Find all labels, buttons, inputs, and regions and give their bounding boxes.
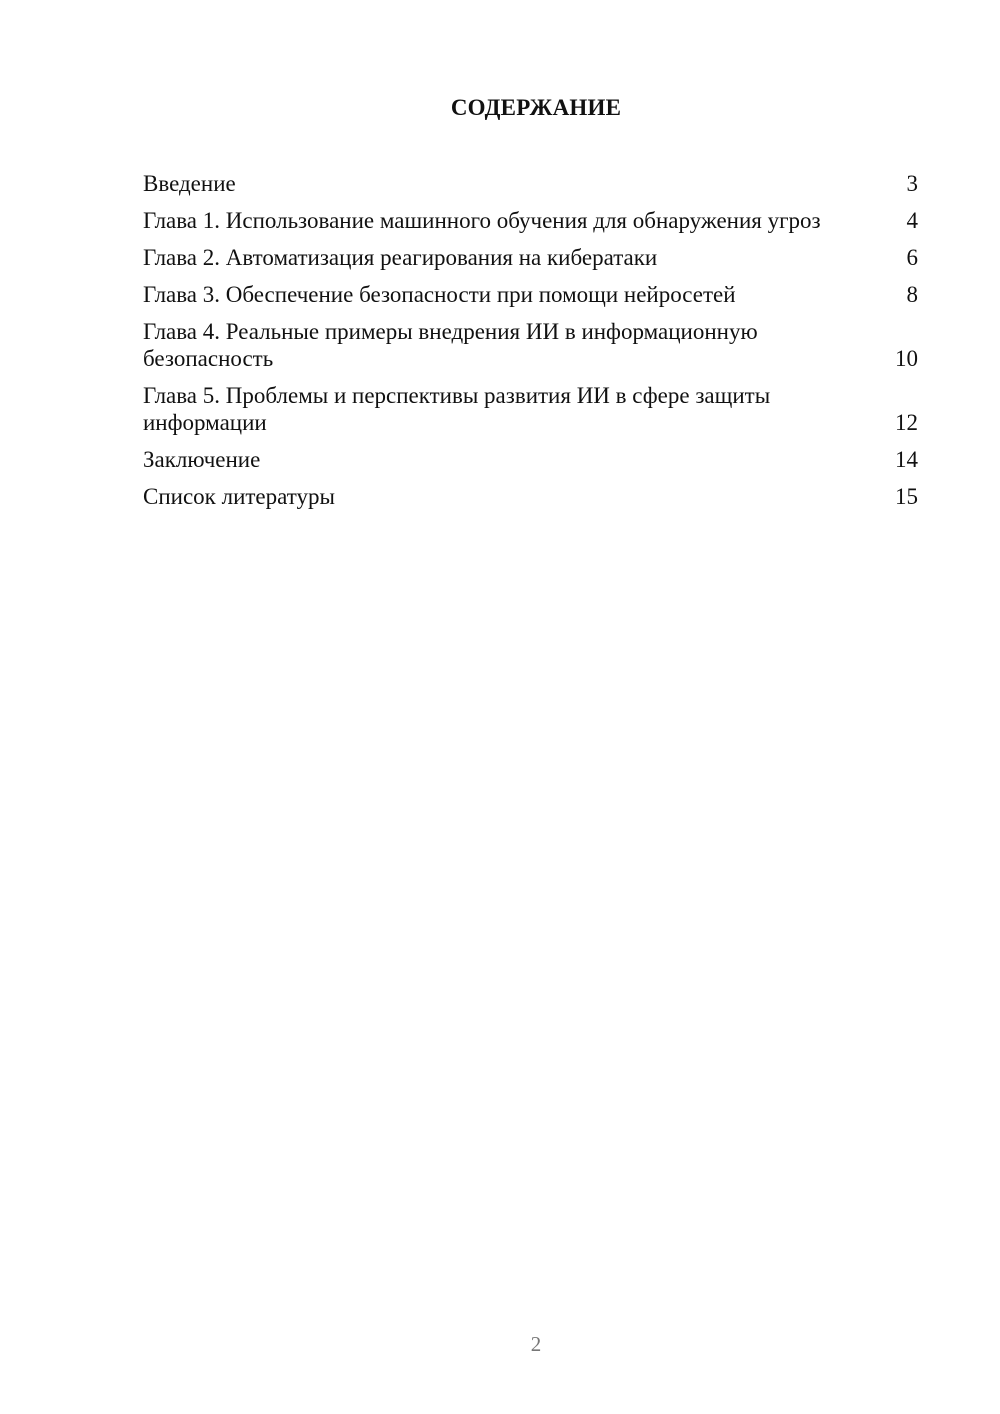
toc-entry-conclusion <box>143 446 918 473</box>
table-of-contents <box>143 170 918 520</box>
toc-entry-chapter-4 <box>143 318 918 372</box>
toc-entry-text: Введение <box>143 171 236 196</box>
toc-entry-chapter-5 <box>143 382 918 436</box>
toc-entry-page: 15 <box>895 484 918 509</box>
toc-entry-introduction <box>143 170 918 197</box>
toc-entry-text: Глава 1. Использование машинного обучения для обнаружения угроз <box>143 208 821 233</box>
page-title: СОДЕРЖАНИЕ <box>450 95 622 120</box>
toc-entry-chapter-2 <box>143 244 918 271</box>
toc-entry-text: Список литературы <box>143 484 335 509</box>
toc-entry-text: Глава 4. Реальные примеры внедрения ИИ в информационную безопасность <box>143 319 758 371</box>
toc-entry-page: 6 <box>906 245 918 270</box>
toc-entry-page: 3 <box>906 171 918 196</box>
toc-entry-page: 4 <box>906 208 918 233</box>
toc-entry-text: Заключение <box>143 447 261 472</box>
toc-entry-page: 8 <box>906 282 918 307</box>
page-number: 2 <box>530 1332 542 1356</box>
toc-entry-text: Глава 3. Обеспечение безопасности при помощи нейросетей <box>143 282 736 307</box>
toc-entry-page: 10 <box>895 346 918 371</box>
toc-entry-text: Глава 5. Проблемы и перспективы развития ИИ в сфере защиты информации <box>143 383 771 435</box>
toc-entry-chapter-3 <box>143 281 918 308</box>
toc-entry-text: Глава 2. Автоматизация реагирования на кибератаки <box>143 245 658 270</box>
toc-entry-page: 12 <box>895 410 918 435</box>
toc-entry-references <box>143 483 918 510</box>
toc-entry-chapter-1 <box>143 207 918 234</box>
toc-entry-page: 14 <box>895 447 918 472</box>
